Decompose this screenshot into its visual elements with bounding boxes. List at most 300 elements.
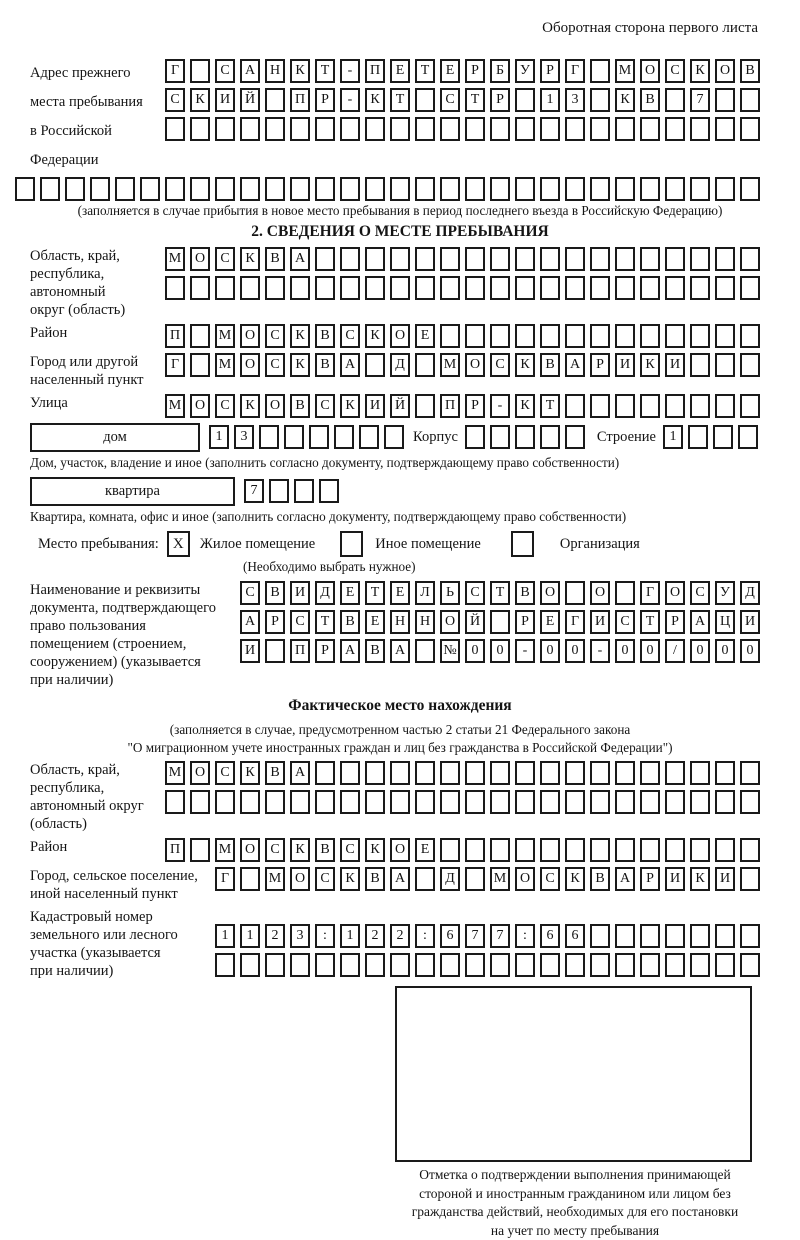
char-box[interactable]: [490, 790, 510, 814]
char-box[interactable]: [690, 117, 710, 141]
char-box[interactable]: Г: [565, 59, 585, 83]
char-box[interactable]: В: [640, 88, 660, 112]
char-box[interactable]: К: [565, 867, 585, 891]
char-box[interactable]: Е: [390, 581, 410, 605]
char-box[interactable]: [665, 790, 685, 814]
char-box[interactable]: Г: [165, 353, 185, 377]
char-box[interactable]: С: [340, 838, 360, 862]
char-box[interactable]: 2: [390, 924, 410, 948]
char-box[interactable]: [665, 276, 685, 300]
char-box[interactable]: О: [390, 838, 410, 862]
char-box[interactable]: [465, 867, 485, 891]
char-box[interactable]: С: [315, 394, 335, 418]
char-box[interactable]: С: [315, 867, 335, 891]
char-box[interactable]: [490, 761, 510, 785]
char-box[interactable]: Р: [465, 394, 485, 418]
char-box[interactable]: [515, 838, 535, 862]
char-box[interactable]: [715, 353, 735, 377]
char-box[interactable]: Г: [565, 610, 585, 634]
char-box[interactable]: О: [290, 867, 310, 891]
char-box[interactable]: 1: [340, 924, 360, 948]
char-box[interactable]: С: [465, 581, 485, 605]
char-box[interactable]: 3: [565, 88, 585, 112]
char-box[interactable]: И: [365, 394, 385, 418]
char-box[interactable]: [590, 324, 610, 348]
char-box[interactable]: В: [290, 394, 310, 418]
char-box[interactable]: М: [440, 353, 460, 377]
char-box[interactable]: У: [515, 59, 535, 83]
char-box[interactable]: [665, 117, 685, 141]
char-box[interactable]: 0: [690, 639, 710, 663]
char-box[interactable]: -: [490, 394, 510, 418]
char-box[interactable]: [540, 177, 560, 201]
checkbox-residential[interactable]: [167, 531, 190, 557]
char-box[interactable]: [665, 177, 685, 201]
char-box[interactable]: О: [515, 867, 535, 891]
char-box[interactable]: [565, 324, 585, 348]
char-box[interactable]: [565, 276, 585, 300]
char-box[interactable]: [615, 790, 635, 814]
char-box[interactable]: [440, 761, 460, 785]
char-box[interactable]: И: [240, 639, 260, 663]
char-box[interactable]: [309, 425, 329, 449]
char-box[interactable]: Р: [315, 639, 335, 663]
char-box[interactable]: [640, 117, 660, 141]
char-box[interactable]: [215, 117, 235, 141]
char-box[interactable]: [365, 790, 385, 814]
char-box[interactable]: [290, 117, 310, 141]
char-box[interactable]: [740, 353, 760, 377]
char-box[interactable]: [565, 581, 585, 605]
char-box[interactable]: [565, 761, 585, 785]
char-box[interactable]: О: [590, 581, 610, 605]
char-box[interactable]: [465, 276, 485, 300]
char-box[interactable]: С: [265, 838, 285, 862]
char-box[interactable]: Р: [265, 610, 285, 634]
char-box[interactable]: [365, 761, 385, 785]
char-box[interactable]: [715, 924, 735, 948]
char-box[interactable]: К: [340, 394, 360, 418]
char-box[interactable]: [490, 610, 510, 634]
char-box[interactable]: [640, 924, 660, 948]
char-box[interactable]: [165, 276, 185, 300]
char-box[interactable]: -: [340, 59, 360, 83]
char-box[interactable]: [715, 117, 735, 141]
char-box[interactable]: Н: [415, 610, 435, 634]
char-box[interactable]: Л: [415, 581, 435, 605]
char-box[interactable]: [515, 953, 535, 977]
char-box[interactable]: [240, 867, 260, 891]
char-box[interactable]: [465, 177, 485, 201]
char-box[interactable]: [690, 790, 710, 814]
char-box[interactable]: [690, 276, 710, 300]
char-box[interactable]: [540, 117, 560, 141]
char-box[interactable]: И: [715, 867, 735, 891]
char-box[interactable]: О: [715, 59, 735, 83]
char-box[interactable]: [590, 761, 610, 785]
char-box[interactable]: [240, 276, 260, 300]
char-box[interactable]: В: [315, 324, 335, 348]
char-box[interactable]: [265, 790, 285, 814]
char-box[interactable]: [165, 117, 185, 141]
char-box[interactable]: Н: [390, 610, 410, 634]
char-box[interactable]: Й: [390, 394, 410, 418]
char-box[interactable]: [190, 177, 210, 201]
char-box[interactable]: О: [440, 610, 460, 634]
char-box[interactable]: О: [390, 324, 410, 348]
char-box[interactable]: [415, 353, 435, 377]
char-box[interactable]: [565, 247, 585, 271]
char-box[interactable]: К: [290, 324, 310, 348]
char-box[interactable]: Т: [315, 610, 335, 634]
char-box[interactable]: [415, 761, 435, 785]
char-box[interactable]: [640, 276, 660, 300]
char-box[interactable]: [738, 425, 758, 449]
char-box[interactable]: [415, 790, 435, 814]
char-box[interactable]: С: [215, 59, 235, 83]
char-box[interactable]: [290, 276, 310, 300]
char-box[interactable]: :: [315, 924, 335, 948]
char-box[interactable]: [465, 324, 485, 348]
char-box[interactable]: [265, 276, 285, 300]
char-box[interactable]: [640, 324, 660, 348]
char-box[interactable]: [690, 177, 710, 201]
char-box[interactable]: В: [315, 353, 335, 377]
char-box[interactable]: [740, 88, 760, 112]
char-box[interactable]: С: [340, 324, 360, 348]
char-box[interactable]: Т: [540, 394, 560, 418]
char-box[interactable]: О: [240, 324, 260, 348]
char-box[interactable]: [490, 953, 510, 977]
char-box[interactable]: [615, 117, 635, 141]
char-box[interactable]: [615, 924, 635, 948]
char-box[interactable]: [740, 867, 760, 891]
char-box[interactable]: [294, 479, 314, 503]
char-box[interactable]: [215, 177, 235, 201]
char-box[interactable]: [340, 531, 363, 557]
char-box[interactable]: [440, 790, 460, 814]
char-box[interactable]: В: [590, 867, 610, 891]
char-box[interactable]: [515, 276, 535, 300]
char-box[interactable]: [390, 276, 410, 300]
char-box[interactable]: С: [290, 610, 310, 634]
char-box[interactable]: К: [365, 838, 385, 862]
char-box[interactable]: [615, 953, 635, 977]
char-box[interactable]: [615, 324, 635, 348]
char-box[interactable]: [259, 425, 279, 449]
char-box[interactable]: 1: [209, 425, 229, 449]
char-box[interactable]: [440, 838, 460, 862]
char-box[interactable]: [315, 276, 335, 300]
char-box[interactable]: [740, 838, 760, 862]
char-box[interactable]: [284, 425, 304, 449]
char-box[interactable]: К: [515, 394, 535, 418]
char-box[interactable]: А: [340, 353, 360, 377]
char-box[interactable]: С: [615, 610, 635, 634]
char-box[interactable]: И: [615, 353, 635, 377]
char-box[interactable]: [390, 247, 410, 271]
char-box[interactable]: [490, 117, 510, 141]
char-box[interactable]: [215, 953, 235, 977]
char-box[interactable]: К: [240, 247, 260, 271]
char-box[interactable]: [415, 276, 435, 300]
char-box[interactable]: [715, 394, 735, 418]
char-box[interactable]: С: [215, 247, 235, 271]
char-box[interactable]: [165, 790, 185, 814]
char-box[interactable]: П: [165, 324, 185, 348]
char-box[interactable]: [515, 761, 535, 785]
char-box[interactable]: М: [215, 353, 235, 377]
char-box[interactable]: [415, 88, 435, 112]
char-box[interactable]: [540, 324, 560, 348]
char-box[interactable]: [565, 838, 585, 862]
char-box[interactable]: [319, 479, 339, 503]
char-box[interactable]: [465, 247, 485, 271]
char-box[interactable]: Д: [740, 581, 760, 605]
char-box[interactable]: А: [240, 59, 260, 83]
checkbox-organization[interactable]: [511, 531, 534, 557]
char-box[interactable]: Д: [315, 581, 335, 605]
char-box[interactable]: 6: [440, 924, 460, 948]
char-box[interactable]: [365, 276, 385, 300]
char-box[interactable]: 0: [540, 639, 560, 663]
char-box[interactable]: Р: [640, 867, 660, 891]
char-box[interactable]: П: [290, 639, 310, 663]
char-box[interactable]: [265, 639, 285, 663]
char-box[interactable]: [715, 276, 735, 300]
char-box[interactable]: [215, 790, 235, 814]
char-box[interactable]: К: [290, 59, 310, 83]
char-box[interactable]: [590, 394, 610, 418]
char-box[interactable]: [490, 247, 510, 271]
char-box[interactable]: [690, 953, 710, 977]
char-box[interactable]: [690, 247, 710, 271]
char-box[interactable]: [640, 177, 660, 201]
char-box[interactable]: А: [390, 867, 410, 891]
char-box[interactable]: [640, 790, 660, 814]
char-box[interactable]: :: [515, 924, 535, 948]
char-box[interactable]: [565, 425, 585, 449]
char-box[interactable]: [215, 276, 235, 300]
char-box[interactable]: [315, 177, 335, 201]
char-box[interactable]: [265, 953, 285, 977]
char-box[interactable]: [465, 790, 485, 814]
char-box[interactable]: [540, 838, 560, 862]
char-box[interactable]: [515, 790, 535, 814]
char-box[interactable]: Е: [390, 59, 410, 83]
char-box[interactable]: [190, 353, 210, 377]
char-box[interactable]: Р: [465, 59, 485, 83]
char-box[interactable]: [590, 953, 610, 977]
char-box[interactable]: [465, 117, 485, 141]
char-box[interactable]: 1: [540, 88, 560, 112]
char-box[interactable]: [40, 177, 60, 201]
char-box[interactable]: И: [665, 867, 685, 891]
char-box[interactable]: 0: [490, 639, 510, 663]
char-box[interactable]: [515, 117, 535, 141]
char-box[interactable]: [190, 117, 210, 141]
char-box[interactable]: [715, 790, 735, 814]
char-box[interactable]: [390, 177, 410, 201]
char-box[interactable]: [190, 276, 210, 300]
char-box[interactable]: [740, 924, 760, 948]
char-box[interactable]: 0: [615, 639, 635, 663]
char-box[interactable]: [511, 531, 534, 557]
char-box[interactable]: [390, 761, 410, 785]
char-box[interactable]: [515, 425, 535, 449]
char-box[interactable]: М: [265, 867, 285, 891]
char-box[interactable]: [490, 276, 510, 300]
char-box[interactable]: Р: [665, 610, 685, 634]
char-box[interactable]: Ь: [440, 581, 460, 605]
char-box[interactable]: С: [440, 88, 460, 112]
char-box[interactable]: [640, 247, 660, 271]
char-box[interactable]: Г: [640, 581, 660, 605]
char-box[interactable]: Д: [440, 867, 460, 891]
char-box[interactable]: [565, 117, 585, 141]
char-box[interactable]: В: [365, 639, 385, 663]
char-box[interactable]: [340, 247, 360, 271]
char-box[interactable]: В: [740, 59, 760, 83]
char-box[interactable]: О: [665, 581, 685, 605]
char-box[interactable]: [365, 353, 385, 377]
char-box[interactable]: -: [590, 639, 610, 663]
char-box[interactable]: Т: [490, 581, 510, 605]
char-box[interactable]: Е: [365, 610, 385, 634]
char-box[interactable]: [665, 953, 685, 977]
char-box[interactable]: С: [165, 88, 185, 112]
checkbox-other-premises[interactable]: [340, 531, 363, 557]
char-box[interactable]: [315, 117, 335, 141]
char-box[interactable]: [540, 761, 560, 785]
char-box[interactable]: [740, 953, 760, 977]
char-box[interactable]: [515, 88, 535, 112]
char-box[interactable]: [340, 790, 360, 814]
char-box[interactable]: [715, 953, 735, 977]
char-box[interactable]: [640, 394, 660, 418]
char-box[interactable]: [390, 790, 410, 814]
char-box[interactable]: И: [590, 610, 610, 634]
char-box[interactable]: К: [290, 838, 310, 862]
char-box[interactable]: 6: [565, 924, 585, 948]
char-box[interactable]: А: [615, 867, 635, 891]
char-box[interactable]: [515, 247, 535, 271]
char-box[interactable]: В: [540, 353, 560, 377]
char-box[interactable]: [140, 177, 160, 201]
char-box[interactable]: [690, 924, 710, 948]
char-box[interactable]: [315, 247, 335, 271]
char-box[interactable]: [615, 838, 635, 862]
char-box[interactable]: [590, 276, 610, 300]
char-box[interactable]: [615, 394, 635, 418]
char-box[interactable]: С: [540, 867, 560, 891]
char-box[interactable]: [565, 394, 585, 418]
char-box[interactable]: [240, 953, 260, 977]
char-box[interactable]: [465, 953, 485, 977]
char-box[interactable]: [540, 790, 560, 814]
char-box[interactable]: [390, 953, 410, 977]
char-box[interactable]: И: [665, 353, 685, 377]
char-box[interactable]: С: [665, 59, 685, 83]
char-box[interactable]: /: [665, 639, 685, 663]
char-box[interactable]: [540, 276, 560, 300]
char-box[interactable]: [440, 324, 460, 348]
char-box[interactable]: [165, 177, 185, 201]
char-box[interactable]: Г: [165, 59, 185, 83]
char-box[interactable]: О: [240, 353, 260, 377]
char-box[interactable]: [340, 761, 360, 785]
char-box[interactable]: [359, 425, 379, 449]
char-box[interactable]: [415, 247, 435, 271]
char-box[interactable]: Р: [515, 610, 535, 634]
char-box[interactable]: Т: [365, 581, 385, 605]
char-box[interactable]: [665, 394, 685, 418]
char-box[interactable]: [340, 117, 360, 141]
char-box[interactable]: П: [365, 59, 385, 83]
char-box[interactable]: [740, 117, 760, 141]
char-box[interactable]: А: [690, 610, 710, 634]
char-box[interactable]: 3: [234, 425, 254, 449]
char-box[interactable]: [615, 247, 635, 271]
char-box[interactable]: О: [190, 761, 210, 785]
char-box[interactable]: [440, 247, 460, 271]
char-box[interactable]: 3: [290, 924, 310, 948]
char-box[interactable]: С: [490, 353, 510, 377]
char-box[interactable]: [665, 924, 685, 948]
char-box[interactable]: [365, 177, 385, 201]
char-box[interactable]: М: [165, 247, 185, 271]
char-box[interactable]: [665, 838, 685, 862]
char-box[interactable]: К: [515, 353, 535, 377]
char-box[interactable]: Е: [540, 610, 560, 634]
char-box[interactable]: А: [390, 639, 410, 663]
char-box[interactable]: [340, 953, 360, 977]
char-box[interactable]: [665, 247, 685, 271]
char-box[interactable]: Е: [415, 324, 435, 348]
char-box[interactable]: Р: [315, 88, 335, 112]
char-box[interactable]: Е: [340, 581, 360, 605]
char-box[interactable]: -: [340, 88, 360, 112]
char-box[interactable]: 0: [740, 639, 760, 663]
char-box[interactable]: К: [240, 394, 260, 418]
char-box[interactable]: А: [340, 639, 360, 663]
char-box[interactable]: [190, 324, 210, 348]
char-box[interactable]: А: [290, 247, 310, 271]
char-box[interactable]: В: [265, 761, 285, 785]
char-box[interactable]: [590, 838, 610, 862]
char-box[interactable]: Т: [415, 59, 435, 83]
char-box[interactable]: [490, 324, 510, 348]
char-box[interactable]: [190, 790, 210, 814]
char-box[interactable]: [290, 953, 310, 977]
char-box[interactable]: Т: [640, 610, 660, 634]
char-box[interactable]: [590, 59, 610, 83]
char-box[interactable]: Р: [540, 59, 560, 83]
char-box[interactable]: 0: [640, 639, 660, 663]
char-box[interactable]: [615, 581, 635, 605]
char-box[interactable]: [690, 761, 710, 785]
char-box[interactable]: [465, 838, 485, 862]
char-box[interactable]: №: [440, 639, 460, 663]
char-box[interactable]: [690, 353, 710, 377]
char-box[interactable]: К: [240, 761, 260, 785]
char-box[interactable]: М: [615, 59, 635, 83]
char-box[interactable]: [384, 425, 404, 449]
char-box[interactable]: [415, 867, 435, 891]
char-box[interactable]: [665, 761, 685, 785]
char-box[interactable]: Д: [390, 353, 410, 377]
char-box[interactable]: К: [640, 353, 660, 377]
